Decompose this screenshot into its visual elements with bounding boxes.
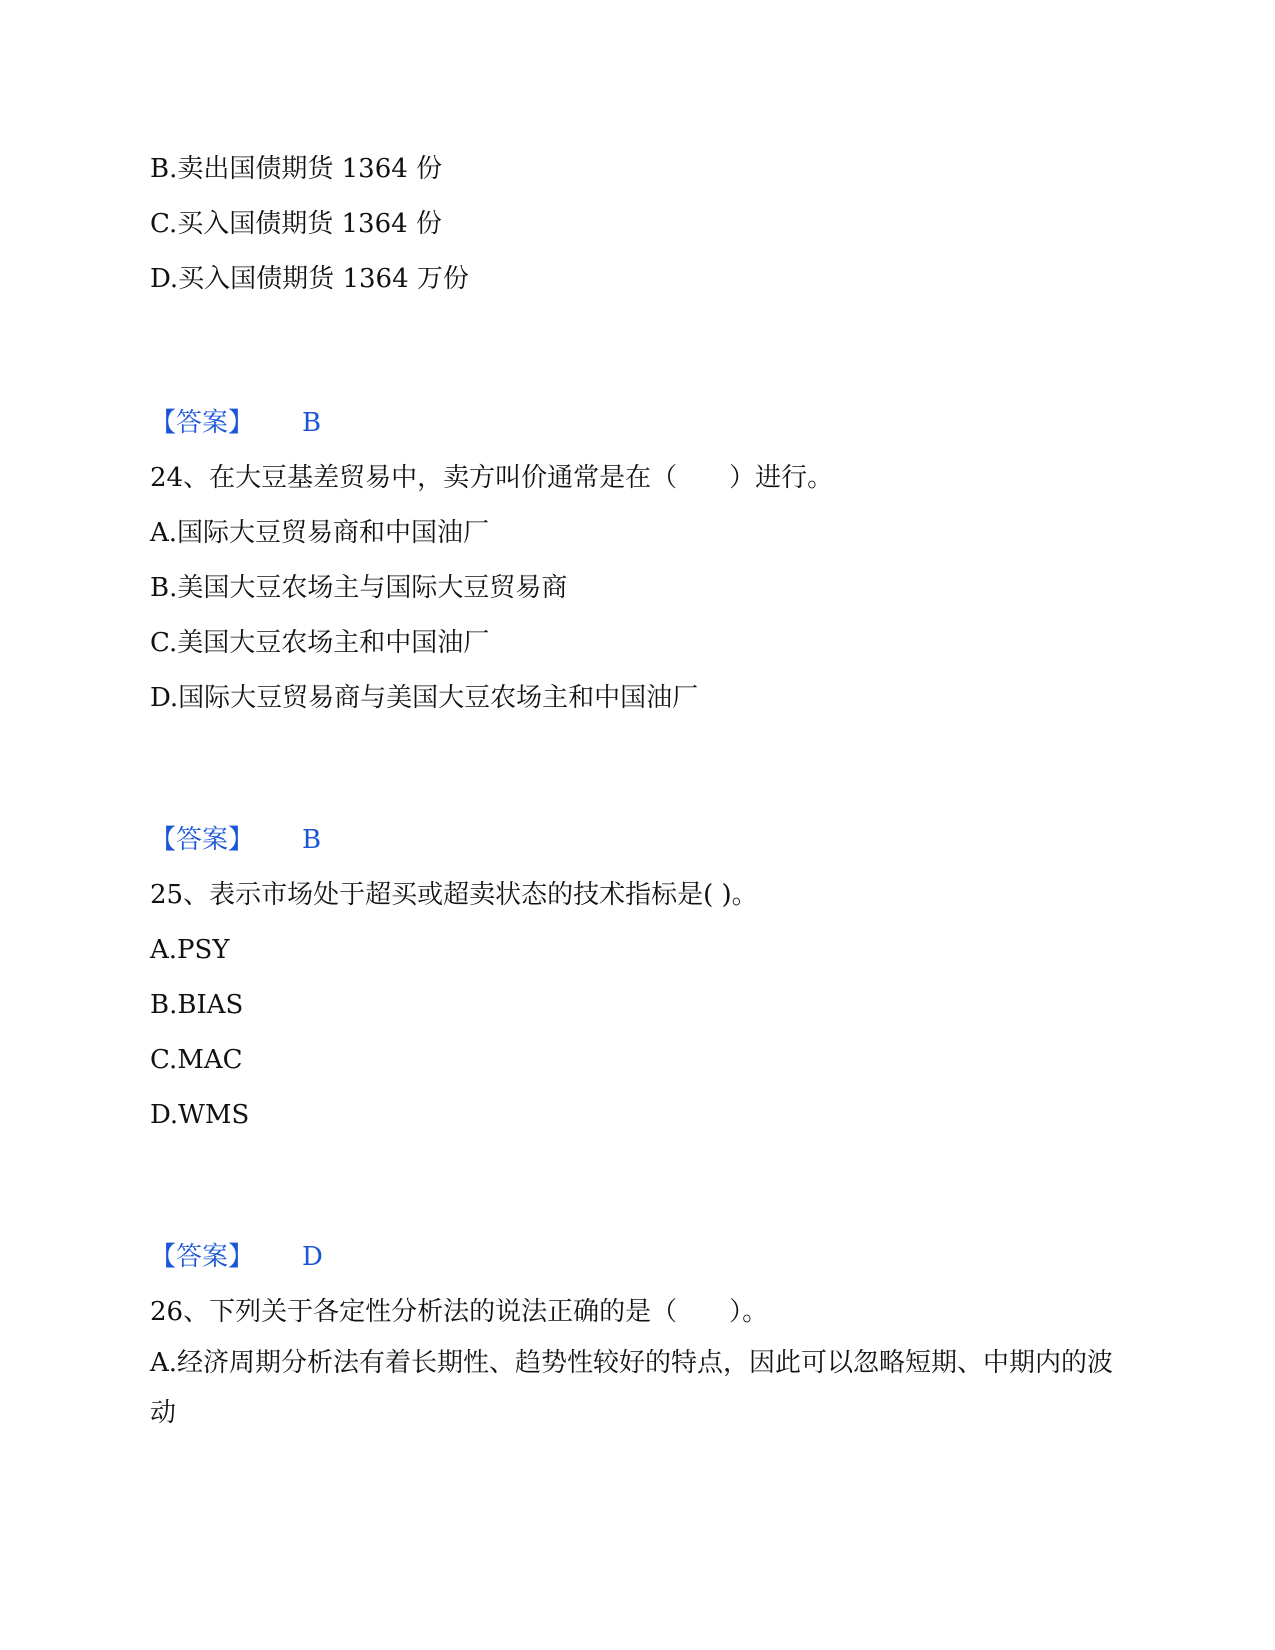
q26-option-a: A.经济周期分析法有着长期性、趋势性较好的特点，因此可以忽略短期、中期内的波动	[150, 1348, 1114, 1428]
q24-question: 24、在大豆基差贸易中，卖方叫价通常是在（ ）进行。	[150, 463, 834, 493]
q25-option-c: C.MAC	[150, 1045, 243, 1075]
answer-value: B	[302, 825, 322, 855]
answer-label: 【答案】	[150, 1242, 255, 1272]
q24-answer-line	[150, 823, 321, 857]
q25-question: 25、表示市场处于超买或超卖状态的技术指标是( )。	[150, 880, 758, 910]
q25-option-a: A.PSY	[150, 935, 230, 965]
q24-option-b: B.美国大豆农场主与国际大豆贸易商	[150, 573, 568, 603]
q25-option-b: B.BIAS	[150, 990, 244, 1020]
answer-value: B	[302, 408, 322, 438]
q25-answer-line	[150, 1240, 323, 1274]
q26-question: 26、下列关于各定性分析法的说法正确的是（ ）。	[150, 1297, 769, 1327]
q23-option-c: C.买入国债期货 1364 份	[150, 209, 442, 239]
answer-label: 【答案】	[150, 408, 255, 438]
q24-option-d: D.国际大豆贸易商与美国大豆农场主和中国油厂	[150, 683, 699, 713]
answer-label: 【答案】	[150, 825, 255, 855]
q25-option-d: D.WMS	[150, 1100, 250, 1130]
q23-option-d: D.买入国债期货 1364 万份	[150, 264, 469, 294]
answer-value: D	[302, 1242, 323, 1272]
q24-option-a: A.国际大豆贸易商和中国油厂	[150, 518, 490, 548]
q23-answer-line	[150, 406, 321, 440]
q23-option-b: B.卖出国债期货 1364 份	[150, 154, 443, 184]
q24-option-c: C.美国大豆农场主和中国油厂	[150, 628, 490, 658]
